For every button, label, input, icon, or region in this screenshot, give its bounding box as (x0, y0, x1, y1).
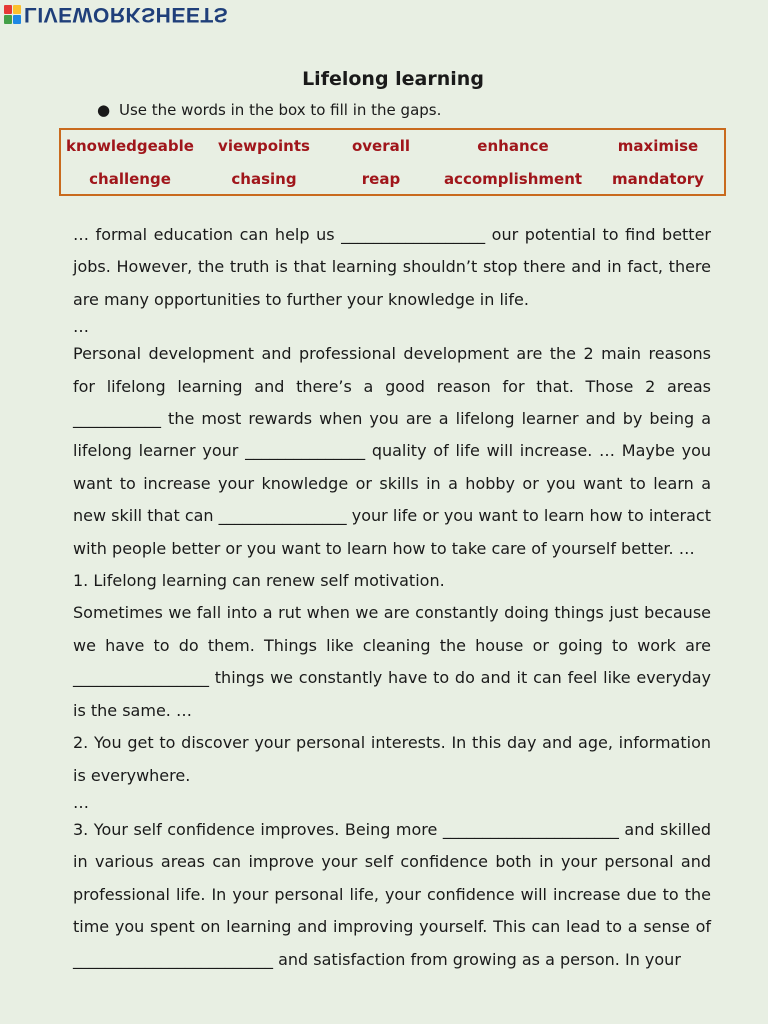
word-bank-item: enhance (477, 137, 549, 155)
paragraph-motivation: Sometimes we fall into a rut when we are constantly doing things just because we have to do them. Things like cleaning the house or going to work are _________________ things we constantly have to do and it can feel like everyday is the same. … (73, 603, 711, 720)
word-bank-item: accomplishment (443, 170, 583, 188)
logo-mark-icon (4, 5, 21, 24)
word-bank-item: overall (351, 137, 411, 155)
heading-point-1: 1. Lifelong learning can renew self motivation. (73, 571, 445, 591)
logo-text: LIVEWORKSHEETS (24, 3, 229, 26)
paragraph-intro: … formal education can help us __________________ our potential to find better jobs. However, the truth is that learning shouldn’t stop there and in fact, there are many opportunities to further your knowledge in life. (73, 225, 711, 309)
word-bank-item: reap (361, 170, 401, 188)
page-title: Lifelong learning (302, 68, 484, 90)
word-bank-item: challenge (89, 170, 171, 188)
word-bank-item: mandatory (612, 170, 704, 188)
word-bank-item: chasing (231, 170, 297, 188)
body-text (73, 219, 711, 976)
word-bank-item: knowledgeable (66, 137, 194, 155)
word-bank-item: maximise (617, 137, 699, 155)
liveworksheets-logo (4, 2, 228, 26)
word-box (59, 128, 726, 196)
paragraph-development: Personal development and professional development are the 2 main reasons for lifelong learning and there’s a good reason for that. Those 2 areas ___________ the most rewards when you are a lifelong learner and by being a lifelong learner your _______________ quality of life will increase. … Maybe you want to increase your knowledge or skills in a hobby or you want to learn a new skill that can ________________ your life or you want to learn how to interact with people better or you want to learn how to take care of yourself better. … (73, 344, 711, 558)
bullet-icon: ● (97, 101, 111, 119)
word-bank-item: viewpoints (218, 137, 310, 155)
paragraph-point-2: 2. You get to discover your personal interests. In this day and age, information is everywhere. (73, 733, 711, 785)
ellipsis: … (73, 792, 89, 812)
instruction-text: Use the words in the box to fill in the gaps. (119, 101, 442, 119)
paragraph-point-3: 3. Your self confidence improves. Being more ______________________ and skilled in various areas can improve your self confidence both in your personal and professional life. In your personal life, your confidence will increase due to the time you spent on learning and improving yourself. This can lead to a sense of _________________________ and satisfaction from growing as a person. In your (73, 819, 711, 969)
instruction (97, 101, 441, 119)
ellipsis: … (73, 317, 89, 337)
